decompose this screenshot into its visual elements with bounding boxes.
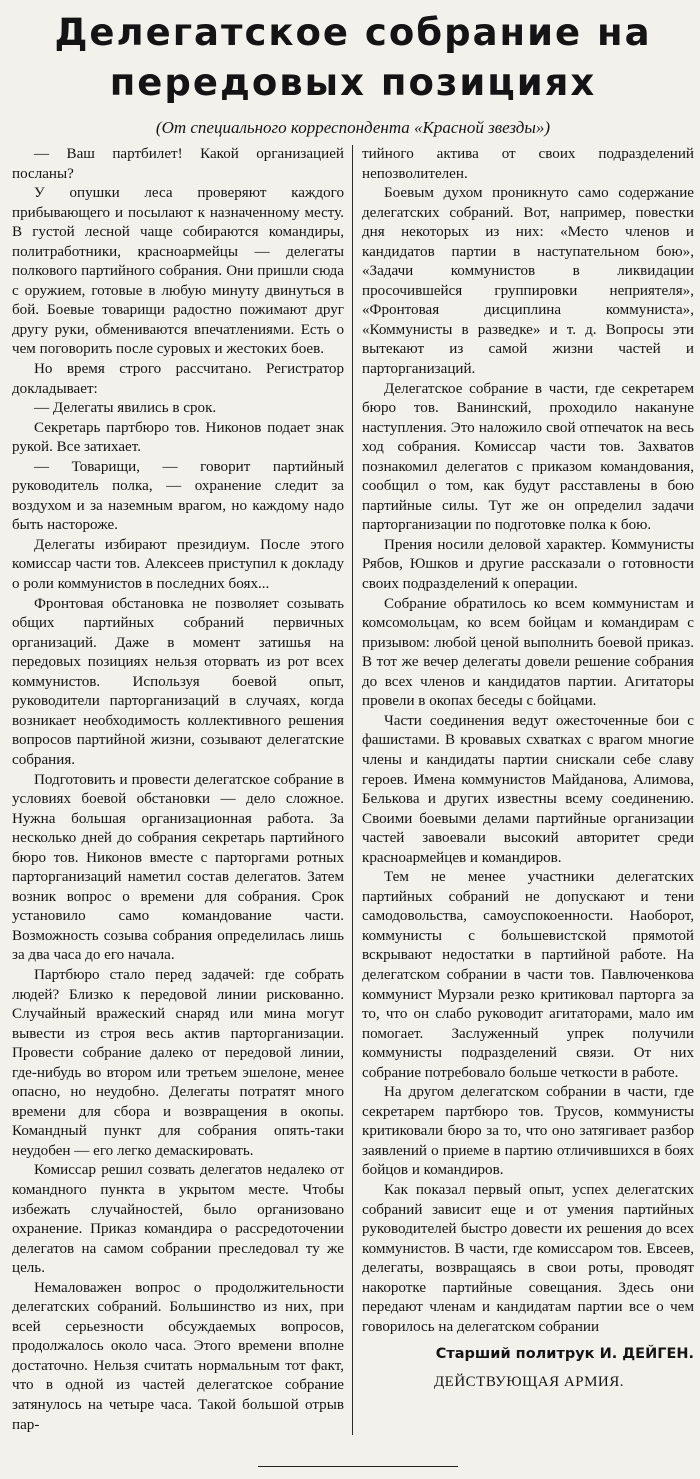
article-title-line1: Делегатское собрание на <box>54 11 652 54</box>
left-column <box>12 145 353 1435</box>
paragraph: — Товарищи, — говорит партийный руководитель полка, — охранение следит за воздухом и за наземным врагом, но каждому надо быть настороже. <box>12 458 344 534</box>
paragraph: Части соединения ведут ожесточенные бои с фашистами. В кровавых схватках с врагом многие члены и кандидаты партии снискали себе славу героев. Имена коммунистов Майданова, Алимова, Белькова и других известны всему соединению. Своими боевыми делами партийные организации частей завоевали высокий авторитет среди красноармейцев и командиров. <box>362 712 694 866</box>
paragraph: На другом делегатском собрании в части, где секретарем партбюро тов. Трусов, коммунисты критиковали бюро за то, что оно затягивает разбор заявлений о приеме в партию отличившихся в боях бойцов и командиров. <box>362 1084 694 1179</box>
paragraph: Тем не менее участники делегатских партийных собраний не допускают и тени самодовольства, самоуспокоенности. Наоборот, коммунисты с большевистской прямотой вскрывают недостатки в партийной работе. На делегатском собрании в части тов. Павлюченкова коммунист Мурзали резко критиковал парторга за то, что он слабо руководит агитаторами, мало им помогает. Заслуженный упрек получили коммунисты подразделений связи. От них собрание потребовало больше четкости в работе. <box>362 869 694 1081</box>
paragraph: Немаловажен вопрос о продолжительности делегатских собраний. Большинство из них, при всей серьезности обсуждаемых вопросов, продолжалось около часа. Этого времени вполне достаточно. Нельзя считать нормальным тот факт, что в одной из частей делегатское собрание затянулось на четыре часа. Такой большой отрыв пар- <box>12 1279 344 1433</box>
paragraph: Но время строго рассчитано. Регистратор докладывает: <box>12 361 344 397</box>
bottom-divider <box>258 1466 458 1467</box>
article-subtitle: (От специального корреспондента «Красной звезды») <box>155 118 551 137</box>
paragraph: Подготовить и провести делегатское собрание в условиях боевой обстановки — дело сложное. Нужна большая организационная работа. За несколько дней до собрания секретарь партийного бюро тов. Никонов вместе с парторгами ротных парторганизаций наметил состав делегатов. Затем возник вопрос о времени для собрания. Срок установило само командование части. Возможность созыва собрания определилась лишь за два часа до его начала. <box>12 771 344 964</box>
paragraph: Делегатское собрание в части, где секретарем бюро тов. Ванинский, проходило накануне наступления. Это наложило свой отпечаток на весь ход собрания. Комиссар части тов. Захватов познакомил делегатов с приказом командования, сообщил о том, как будут расставлены в бою партийные силы. Тут же он определил задачи парторганизации по подготовке полка к бою. <box>362 380 694 534</box>
dateline: ДЕЙСТВУЮЩАЯ АРМИЯ. <box>433 1374 624 1391</box>
paragraph: Делегаты избирают президиум. После этого комиссар части тов. Алексеев приступил к докладу о роли коммунистов в последних боях... <box>12 536 344 593</box>
paragraph: Прения носили деловой характер. Коммунисты Рябов, Юшков и другие рассказали о готовности своих подразделений к операции. <box>362 536 694 593</box>
paragraph: Боевым духом проникнуто само содержание делегатских собраний. Вот, например, повестки дня некоторых из них: «Место членов и кандидатов партии в наступательном бою», «Задачи коммунистов в ликвидации просочившейся группировки неприятеля», «Фронтовая дисциплина коммуниста», «Коммунисты в разведке» и т. д. Вопросы эти вытекают из самой жизни частей и парторганизаций. <box>362 185 694 378</box>
paragraph: Как показал первый опыт, успех делегатских собраний зависит еще и от умения партийных руководителей быстро довести их решения до всех коммунистов. В части, где комиссаром тов. Евсеев, делегаты, возвращаясь в свои роты, проводят накоротке партийные совещания. Здесь они передают членам и кандидатам партии все о чем говорилось на делегатском собрании <box>362 1181 694 1335</box>
paragraph: Фронтовая обстановка не позволяет созывать общих партийных собраний первичных организаций. Даже в момент затишья на передовых позициях нельзя оторвать из рот всех коммунистов. Используя боевой опыт, руководители парторганизаций в случаях, когда возникает необходимость коллективного решения вопросов партийной жизни, созывают делегатские собрания. <box>12 595 344 768</box>
article-body <box>12 145 694 1435</box>
right-column <box>353 145 694 1435</box>
author-signature: Старший политрук И. ДЕЙГЕН. <box>435 1346 694 1363</box>
paragraph: У опушки леса проверяют каждого прибывающего и посылают к назначенному месту. В густой лесной чаще собираются командиры, политработники, красноармейцы — делегаты полкового партийного собрания. Они пришли сюда с оружием, готовые в любую минуту двинуться в бой. Боевые товарищи радостно пожимают друг другу руки, обмениваются впечатлениями. Есть о чем поговорить после суровых и жестоких боев. <box>12 185 344 358</box>
paragraph: Партбюро стало перед задачей: где собрать людей? Близко к передовой линии рискованно. Случайный вражеский снаряд или мина могут вывести из строя весь актив парторганизации. Провести собрание далеко от передовой линии, где-нибудь во втором или третьем эшелоне, менее опасно, но неудобно. Делегаты потратят много времени для сбора и возвращения в окопы. Командный пункт для собрания опять-таки неудобен — его легко демаскировать. <box>12 966 344 1159</box>
article-title <box>12 8 694 108</box>
paragraph: Комиссар решил созвать делегатов недалеко от командного пункта в укрытом месте. Чтобы избежать случайностей, было организовано охранение. Приказ командира о рассредоточении делегатов на самом собрании преследовал ту же цель. <box>12 1162 344 1277</box>
paragraph: Секретарь партбюро тов. Никонов подает знак рукой. Все затихает. <box>12 419 344 456</box>
paragraph: тийного актива от своих подразделений непозволителен. <box>362 146 694 182</box>
article-title-line2: передовых позициях <box>109 61 597 104</box>
paragraph: — Ваш партбилет! Какой организацией посланы? <box>12 146 344 182</box>
paragraph: Собрание обратилось ко всем коммунистам и комсомольцам, ко всем бойцам и командирам с призывом: любой ценой выполнить боевой приказ. В тот же вечер делегаты довели решение собрания до всех членов и кандидатов партии. Агитаторы провели в окопах беседы с бойцами. <box>362 595 694 710</box>
paragraph: — Делегаты явились в срок. <box>34 400 217 417</box>
